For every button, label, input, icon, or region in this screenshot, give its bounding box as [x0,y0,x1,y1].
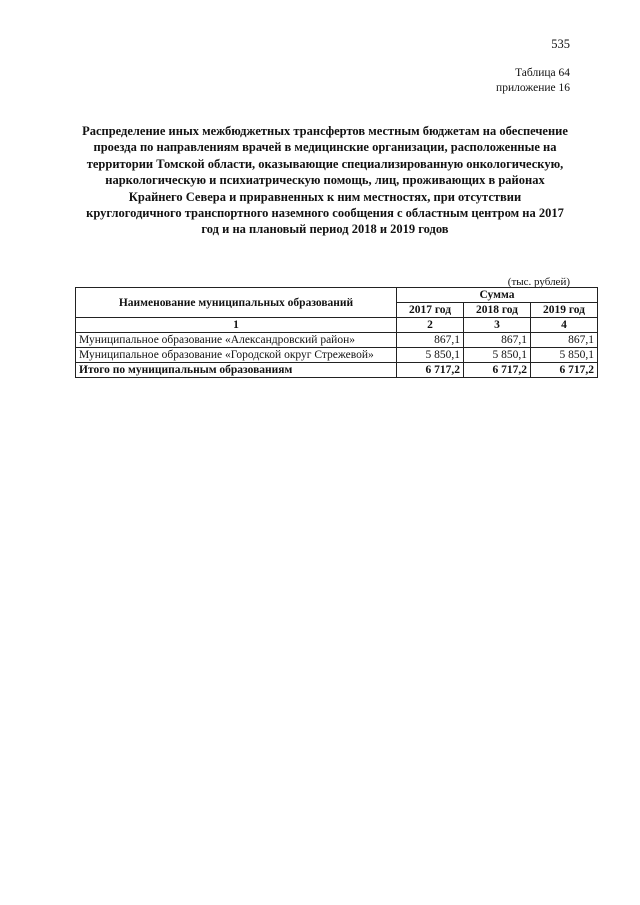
total-value-2018: 6 717,2 [463,363,530,378]
total-row [76,363,598,378]
row-value-2019: 867,1 [530,333,597,348]
table-row [76,348,598,363]
header-sum: Сумма [397,288,598,303]
row-value-2018: 5 850,1 [463,348,530,363]
row-value-2019: 5 850,1 [530,348,597,363]
total-name: Итого по муниципальным образованиям [76,363,397,378]
header-year-2019: 2019 год [530,303,597,318]
col-number-4: 4 [530,318,597,333]
row-value-2018: 867,1 [463,333,530,348]
unit-label: (тыс. рублей) [507,276,570,288]
column-numbers-row [76,318,598,333]
col-number-2: 2 [397,318,464,333]
header-year-2017: 2017 год [397,303,464,318]
row-name: Муниципальное образование «Городской округ Стрежевой» [76,348,397,363]
total-value-2019: 6 717,2 [530,363,597,378]
row-name: Муниципальное образование «Александровский район» [76,333,397,348]
total-value-2017: 6 717,2 [397,363,464,378]
row-value-2017: 867,1 [397,333,464,348]
appendix-label: приложение 16 [496,82,570,94]
col-number-3: 3 [463,318,530,333]
table-row [76,333,598,348]
transfer-table [75,287,598,378]
table-reference [496,66,570,96]
document-title: Распределение иных межбюджетных трансфертов местным бюджетам на обеспечение проезда по направлениям врачей в медицинские организации, расположенные на территории Томской области, оказывающие специализированную онкологическую, наркологическую и психиатрическую помощь, лиц, проживающих в районах Крайнего Севера и приравненных к ним местностях, при отсутствии круглогодичного транспортного наземного сообщения с областным центром на 2017 год и на плановый период 2018 и 2019 годов [82,124,568,237]
header-row [76,288,598,303]
table-label: Таблица 64 [515,67,570,79]
page-number: 535 [551,37,570,51]
row-value-2017: 5 850,1 [397,348,464,363]
header-year-2018: 2018 год [463,303,530,318]
col-number-1: 1 [76,318,397,333]
header-name: Наименование муниципальных образований [76,288,397,318]
